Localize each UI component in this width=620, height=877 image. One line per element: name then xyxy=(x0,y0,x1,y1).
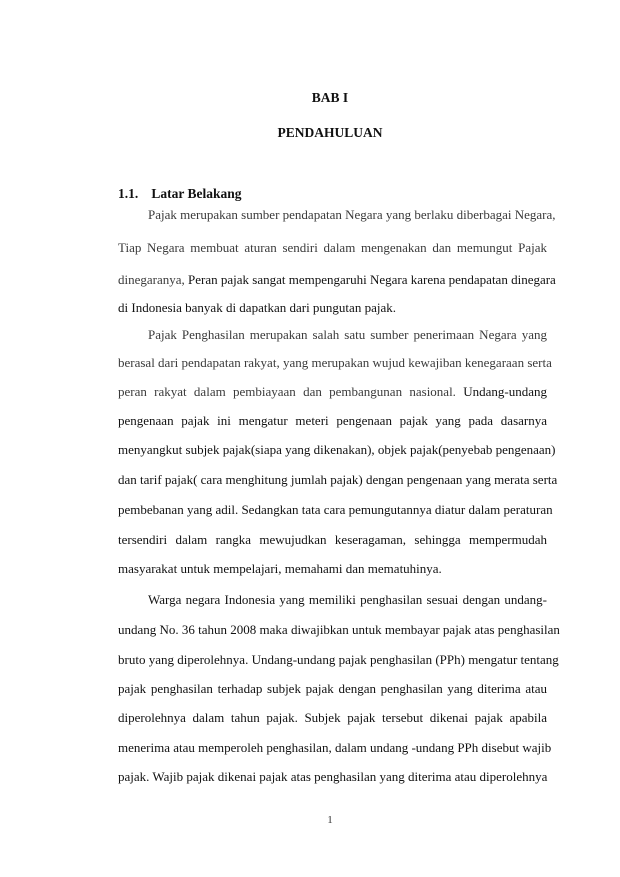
text-line-6: berasal dari pendapatan rakyat, yang merupakan wujud kewajiban kenegaraan serta xyxy=(118,355,552,370)
chapter-label: BAB I xyxy=(311,90,349,105)
text-line-9: menyangkut subjek pajak(siapa yang dikenakan), objek pajak(penyebab pengenaan) xyxy=(118,442,556,457)
text-line-5: Pajak Penghasilan merupakan salah satu sumber penerimaan Negara yang xyxy=(148,327,547,342)
chapter-title: PENDAHULUAN xyxy=(277,125,383,140)
text-line-19: menerima atau memperoleh penghasilan, dalam undang -undang PPh disebut wajib xyxy=(118,740,552,755)
text-line-13: masyarakat untuk mempelajari, memahami dan mematuhinya. xyxy=(118,561,442,576)
text-line-17: pajak penghasilan terhadap subjek pajak dengan penghasilan yang diterima atau xyxy=(118,681,547,696)
text-line-10: dan tarif pajak( cara menghitung jumlah pajak) dengan pengenaan yang merata serta xyxy=(118,472,558,487)
text-line-3: dinegaranya, Peran pajak sangat mempengaruhi Negara karena pendapatan dinegara xyxy=(118,272,556,287)
text-line-7: peran rakyat dalam pembiayaan dan pembangunan nasional. Undang-undang xyxy=(118,384,547,399)
section-heading xyxy=(118,186,242,202)
section-title: Latar Belakang xyxy=(151,186,242,201)
text-line-16: bruto yang diperolehnya. Undang-undang pajak penghasilan (PPh) mengatur tentang xyxy=(118,652,559,667)
page-number: 1 xyxy=(327,814,333,826)
text-line-18: diperolehnya dalam tahun pajak. Subjek pajak tersebut dikenai pajak apabila xyxy=(118,710,547,725)
text-line-1: Pajak merupakan sumber pendapatan Negara yang berlaku diberbagai Negara, xyxy=(148,207,556,222)
section-number: 1.1. xyxy=(118,186,139,201)
text-line-15: undang No. 36 tahun 2008 maka diwajibkan untuk membayar pajak atas penghasilan xyxy=(118,622,560,637)
text-line-2: Tiap Negara membuat aturan sendiri dalam mengenakan dan memungut Pajak xyxy=(118,240,547,255)
text-line-20: pajak. Wajib pajak dikenai pajak atas penghasilan yang diterima atau diperolehnya xyxy=(118,769,548,784)
text-line-11: pembebanan yang adil. Sedangkan tata cara pemungutannya diatur dalam peraturan xyxy=(118,502,553,517)
text-line-4: di Indonesia banyak di dapatkan dari pungutan pajak. xyxy=(118,300,396,315)
text-line-12: tersendiri dalam rangka mewujudkan keseragaman, sehingga mempermudah xyxy=(118,532,547,547)
text-line-14: Warga negara Indonesia yang memiliki penghasilan sesuai dengan undang- xyxy=(148,592,547,607)
text-line-8: pengenaan pajak ini mengatur meteri pengenaan pajak yang pada dasarnya xyxy=(118,413,547,428)
